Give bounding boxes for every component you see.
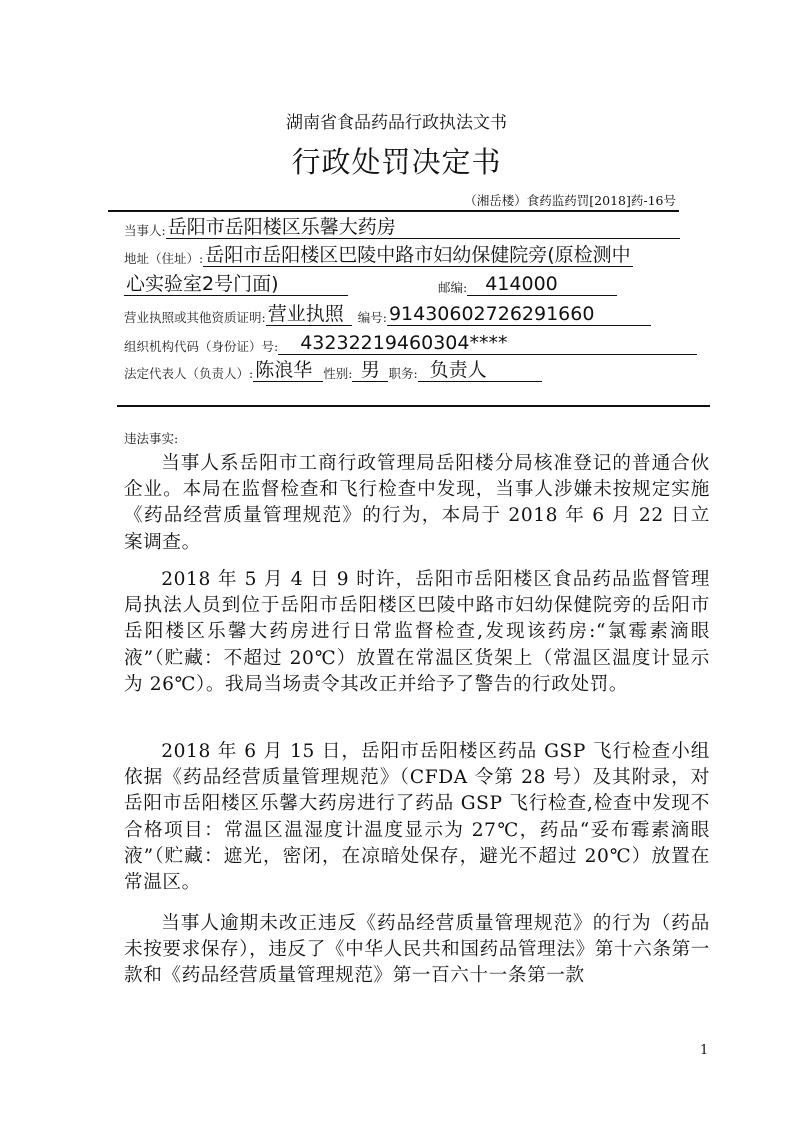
issuing-organization: 湖南省食品药品行政执法文书 [286,113,507,133]
org-code-value: 43232219460304**** [278,334,697,355]
org-code-label: 组织机构代码（身份证）号: [124,338,279,354]
position-label: 职务: [388,365,418,381]
postcode-label: 邮编: [438,279,468,295]
document-title: 行政处罚决定书 [291,145,502,179]
page-number: 1 [700,1043,709,1058]
license-label: 营业执照或其他资质证明: [124,309,266,325]
legal-rep-label: 法定代表人（负责人）: [124,365,254,381]
address-postcode-row [124,275,617,296]
violation-facts-label: 违法事实: [124,431,179,446]
gender-value: 男 [352,361,388,382]
address-label: 地址（住址）: [124,250,204,266]
party-name-row [124,218,680,239]
gender-label: 性别: [323,365,353,381]
license-value: 营业执照 [266,305,352,326]
license-no-value: 91430602726291660 [387,305,651,326]
legal-rep-value: 陈浪华 [253,361,323,382]
postcode-value: 414000 [467,275,617,296]
party-name-label: 当事人: [124,222,166,238]
facts-paragraph: 当事人系岳阳市工商行政管理局岳阳楼分局核准登记的普通合伙企业。本局在监督检查和飞行检查中发现，当事人涉嫌未按规定实施《药品经营质量管理规范》的行为，本局于 2018 年 6 月 22 日立案调查。 [124,453,710,553]
facts-paragraph: 2018 年 5 月 4 日 9 时许，岳阳市岳阳楼区食品药品监督管理局执法人员到位于岳阳市岳阳楼区巴陵中路市妇幼保健院旁的岳阳市岳阳楼区乐馨大药房进行日常监督检查,发现该药房:“氯霉素滴眼液”（贮藏：不超过 20℃）放置在常温区货架上（常温区温度计显示为 26℃）。我局当场责令其改正并给予了警告的行政处罚。 [124,569,710,695]
address-row [124,246,633,267]
party-info-divider [117,405,710,407]
facts-paragraph: 当事人逾期未改正违反《药品经营质量管理规范》的行为（药品未按要求保存），违反了《中华人民共和国药品管理法》第十六条第一款和《药品经营质量管理规范》第一百六十一条第一款 [124,913,710,987]
position-value: 负责人 [418,361,542,382]
address-value-line2: 心实验室2号门面) [124,275,348,296]
org-code-row [124,334,697,355]
party-name-value: 岳阳市岳阳楼区乐馨大药房 [166,218,680,239]
address-value-line1: 岳阳市岳阳楼区巴陵中路市妇幼保健院旁(原检测中 [205,244,631,266]
document-number: （湘岳楼）食药监药罚[2018]药-16号 [464,193,676,208]
facts-paragraph: 2018 年 6 月 15 日，岳阳市岳阳楼区药品 GSP 飞行检查小组依据《药品经营质量管理规范》（CFDA 令第 28 号）及其附录，对岳阳市岳阳楼区乐馨大药房进行了药品 GSP 飞行检查,检查中发现不合格项目：常温区温湿度计温度显示为 27℃，药品“妥布霉素滴眼液”（贮藏：遮光，密闭，在凉暗处保存，避光不超过 20℃）放置在常温区。 [124,741,710,894]
license-row [124,305,651,326]
license-no-label: 编号: [357,309,387,325]
legal-rep-row [124,361,542,382]
top-divider [108,210,679,212]
